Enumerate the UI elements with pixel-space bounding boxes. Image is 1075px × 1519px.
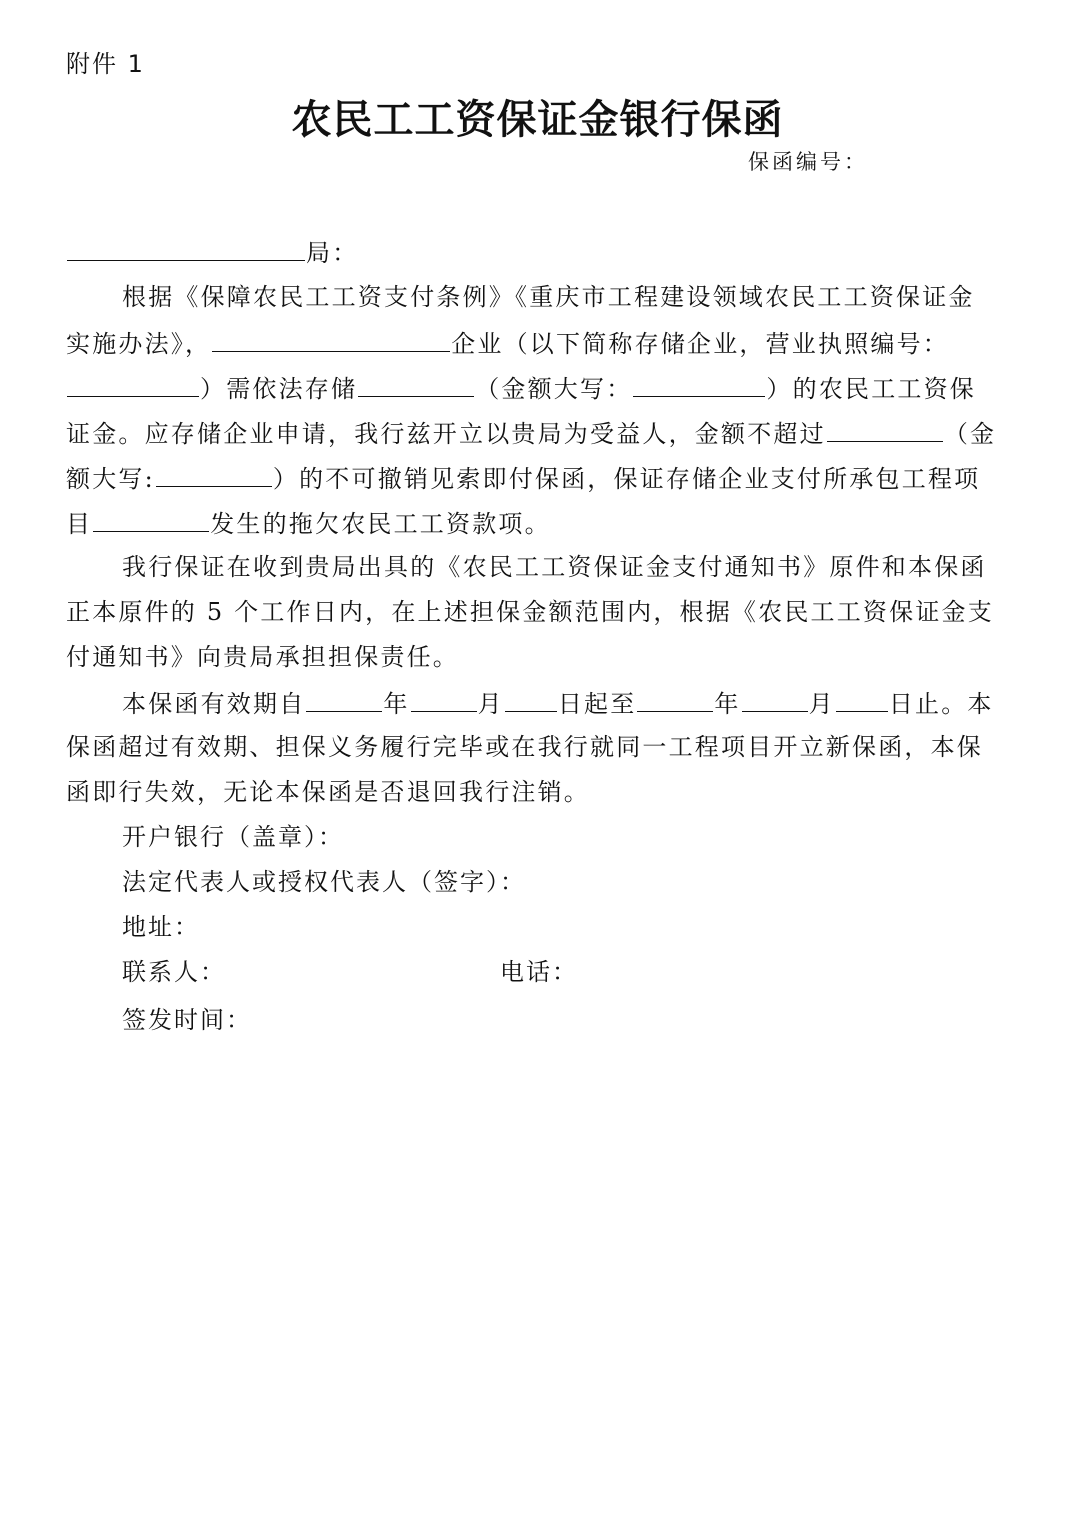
p3-line-2: 保函超过有效期、担保义务履行完毕或在我行就同一工程项目开立新保函，本保 xyxy=(66,733,983,761)
end-month-blank[interactable] xyxy=(742,687,808,712)
issue-date-label: 签发时间： xyxy=(122,1006,252,1034)
p3-line-3: 函即行失效，无论本保函是否退回我行注销。 xyxy=(66,778,590,806)
p1-line-2 xyxy=(66,327,1016,359)
p1-line-5-text-a: 额大写: xyxy=(66,465,155,493)
start-year-label: 年 xyxy=(383,690,410,718)
p2-line-3: 付通知书》向贵局承担担保责任。 xyxy=(66,643,459,671)
enterprise-name-blank[interactable] xyxy=(212,327,450,352)
project-name-blank[interactable] xyxy=(93,507,209,532)
valid-from-label: 本保函有效期自 xyxy=(122,690,306,718)
p1-line-2-text-a: 实施办法》， xyxy=(66,330,212,358)
addressee-line xyxy=(66,236,1016,268)
addressee-label: 局： xyxy=(306,239,359,267)
deposit-amount-blank[interactable] xyxy=(358,372,474,397)
start-month-blank[interactable] xyxy=(411,687,477,712)
p1-line-3-text-c: ）的农民工工资保 xyxy=(766,375,977,403)
p1-line-3-text-a: ）需依法存储 xyxy=(200,375,358,403)
p1-line-3 xyxy=(66,372,1016,404)
guarantee-number-label: 保函编号： xyxy=(748,150,868,174)
representative-label: 法定代表人或授权代表人（签字）： xyxy=(122,868,526,896)
p1-line-4 xyxy=(66,417,1016,449)
deposit-amount-words-blank[interactable] xyxy=(633,372,765,397)
p1-line-5 xyxy=(66,462,1016,494)
start-month-label: 月 xyxy=(477,690,504,718)
phone-label: 电话： xyxy=(500,958,578,986)
p1-line-2-text-b: 企业（以下简称存储企业，营业执照编号： xyxy=(451,330,950,358)
p1-line-5-text-b: ）的不可撤销见索即付保函，保证存储企业支付所承包工程项 xyxy=(272,465,981,493)
p1-line-4-text-b: （金 xyxy=(943,420,997,448)
start-day-blank[interactable] xyxy=(505,687,557,712)
start-year-blank[interactable] xyxy=(306,687,382,712)
end-day-blank[interactable] xyxy=(836,687,888,712)
p1-line-6-text-b: 发生的拖欠农民工工资款项。 xyxy=(210,510,551,538)
document-title: 农民工工资保证金银行保函 xyxy=(291,96,784,143)
p2-line-1: 我行保证在收到贵局出具的《农民工工资保证金支付通知书》原件和本保函 xyxy=(122,553,987,581)
p1-line-4-text-a: 证金。应存储企业申请，我行兹开立以贵局为受益人，金额不超过 xyxy=(66,420,826,448)
issuing-bank-label: 开户银行（盖章）： xyxy=(122,823,344,851)
p1-line-1: 根据《保障农民工工资支付条例》《重庆市工程建设领域农民工工资保证金 xyxy=(122,283,975,311)
valid-end-text: 日止。本 xyxy=(888,690,994,718)
end-year-blank[interactable] xyxy=(637,687,713,712)
end-year-label: 年 xyxy=(714,690,741,718)
address-label: 地址： xyxy=(122,913,200,941)
max-amount-words-blank[interactable] xyxy=(156,462,272,487)
p3-line-1 xyxy=(122,687,1016,719)
p1-line-6 xyxy=(66,507,1016,539)
bureau-blank[interactable] xyxy=(67,236,305,261)
p1-line-3-text-b: （金额大写： xyxy=(475,375,633,403)
contact-label: 联系人： xyxy=(122,958,226,986)
license-number-blank[interactable] xyxy=(67,372,199,397)
end-month-label: 月 xyxy=(808,690,835,718)
max-amount-blank[interactable] xyxy=(827,417,943,442)
attachment-label: 附件 1 xyxy=(66,50,145,78)
p2-line-2: 正本原件的 5 个工作日内，在上述担保金额范围内，根据《农民工工资保证金支 xyxy=(66,598,994,626)
p1-line-6-text-a: 目 xyxy=(66,510,93,538)
valid-to-label: 日起至 xyxy=(557,690,637,718)
